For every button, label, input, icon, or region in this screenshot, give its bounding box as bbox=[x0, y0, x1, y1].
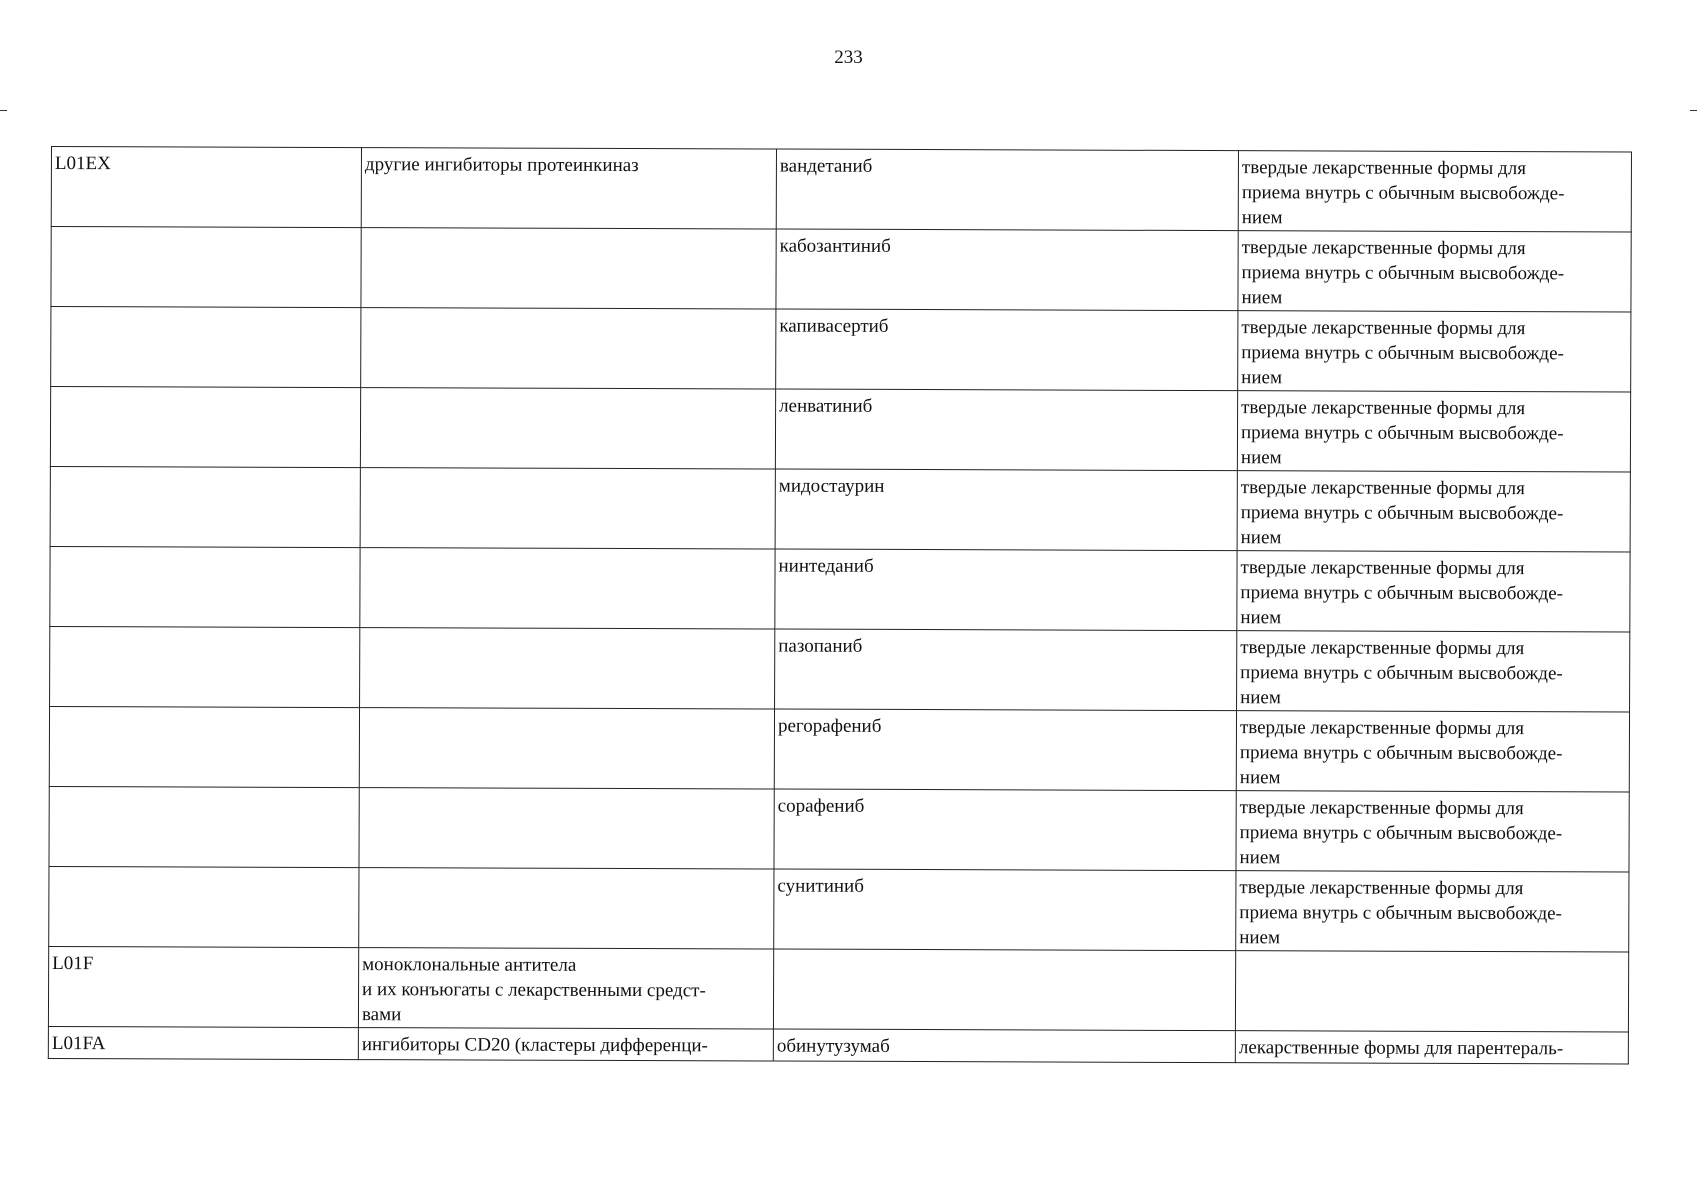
group-cell bbox=[360, 388, 775, 469]
drug-cell bbox=[775, 389, 1237, 471]
dosage-form: твердые лекарственные формы для приема внутрь с обычным высвобожде- нием bbox=[1239, 877, 1562, 949]
group-cell bbox=[360, 548, 775, 629]
drug-cell bbox=[776, 309, 1238, 391]
atc-code-cell bbox=[48, 1026, 358, 1059]
table-row bbox=[50, 546, 1630, 632]
form-cell bbox=[1238, 311, 1631, 392]
atc-code-cell bbox=[50, 387, 360, 468]
atc-code-cell bbox=[50, 626, 360, 707]
dosage-form: твердые лекарственные формы для приема внутрь с обычным высвобожде- нием bbox=[1239, 717, 1563, 789]
form-cell bbox=[1236, 871, 1629, 952]
form-cell bbox=[1235, 951, 1628, 1032]
group-name: моноклональные антитела и их конъюгаты с лекарственными средст- вами bbox=[361, 954, 706, 1026]
drug-cell bbox=[774, 789, 1236, 871]
table-row bbox=[51, 147, 1631, 233]
group-cell bbox=[359, 788, 774, 869]
table-row bbox=[48, 1026, 1628, 1064]
dosage-form: твердые лекарственные формы для приема внутрь с обычным высвобожде- нием bbox=[1241, 317, 1564, 389]
table-row bbox=[49, 786, 1629, 872]
table-row bbox=[50, 387, 1630, 473]
drug-name: сорафениб bbox=[777, 795, 865, 817]
dosage-form: твердые лекарственные формы для приема внутрь с обычным высвобожде- нием bbox=[1240, 397, 1564, 469]
atc-code-cell bbox=[49, 866, 359, 947]
right-edge-mark bbox=[1690, 110, 1697, 111]
drug-name: капивасертиб bbox=[779, 315, 889, 337]
atc-code-cell bbox=[50, 466, 360, 547]
form-cell bbox=[1236, 791, 1629, 872]
drug-name: вандетаниб bbox=[779, 155, 873, 177]
dosage-form: твердые лекарственные формы для приема внутрь с обычным высвобожде- нием bbox=[1240, 637, 1563, 709]
drug-name: регорафениб bbox=[777, 715, 882, 737]
drug-cell bbox=[776, 149, 1238, 231]
page-number: 233 bbox=[834, 47, 863, 68]
drug-cell bbox=[774, 709, 1236, 791]
atc-code-cell bbox=[50, 546, 360, 627]
drug-table bbox=[48, 146, 1632, 1065]
atc-code: L01EX bbox=[54, 153, 111, 175]
table-row bbox=[51, 227, 1631, 313]
atc-code: L01F bbox=[52, 953, 94, 975]
atc-code-cell bbox=[51, 307, 361, 388]
table-row bbox=[49, 706, 1629, 792]
dosage-form: твердые лекарственные формы для приема внутрь с обычным высвобожде- нием bbox=[1241, 157, 1565, 229]
drug-name: ленватиниб bbox=[779, 395, 873, 417]
table-row bbox=[49, 866, 1629, 952]
group-name: другие ингибиторы протеинкиназ bbox=[364, 154, 639, 177]
table-row bbox=[50, 466, 1630, 552]
group-cell bbox=[361, 148, 776, 229]
drug-cell bbox=[774, 869, 1236, 951]
group-cell bbox=[359, 868, 774, 949]
atc-code-cell bbox=[51, 227, 361, 308]
form-cell bbox=[1237, 471, 1630, 552]
drug-cell bbox=[773, 949, 1235, 1031]
drug-name: мидостаурин bbox=[778, 475, 885, 497]
form-cell bbox=[1237, 631, 1630, 712]
left-edge-mark bbox=[0, 110, 7, 111]
dosage-form: твердые лекарственные формы для приема внутрь с обычным высвобожде- нием bbox=[1241, 237, 1565, 309]
table-row bbox=[51, 307, 1631, 393]
dosage-form: твердые лекарственные формы для приема внутрь с обычным высвобожде- нием bbox=[1239, 797, 1563, 869]
form-cell bbox=[1235, 1031, 1628, 1064]
table-row bbox=[50, 626, 1630, 712]
drug-cell bbox=[775, 549, 1237, 631]
group-cell bbox=[360, 468, 775, 549]
form-cell bbox=[1238, 231, 1631, 312]
drug-cell bbox=[773, 1029, 1235, 1063]
group-cell bbox=[360, 628, 775, 709]
drug-name: нинтеданиб bbox=[778, 555, 874, 577]
form-cell bbox=[1236, 711, 1629, 792]
drug-name: кабозантиниб bbox=[779, 235, 891, 257]
group-name: ингибиторы CD20 (кластеры дифференци- bbox=[361, 1034, 708, 1057]
atc-code: L01FA bbox=[51, 1033, 106, 1055]
dosage-form: твердые лекарственные формы для приема внутрь с обычным высвобожде- нием bbox=[1240, 477, 1564, 549]
atc-code-cell bbox=[49, 786, 359, 867]
group-cell bbox=[361, 228, 776, 309]
drug-cell bbox=[775, 469, 1237, 551]
form-cell bbox=[1237, 391, 1630, 472]
drug-name: пазопаниб bbox=[778, 635, 863, 657]
dosage-form: лекарственные формы для парентераль- bbox=[1238, 1037, 1564, 1060]
group-cell bbox=[358, 948, 773, 1029]
form-cell bbox=[1237, 551, 1630, 632]
drug-name: сунитиниб bbox=[777, 875, 864, 897]
atc-code-cell bbox=[48, 946, 358, 1027]
group-cell bbox=[358, 1028, 773, 1061]
dosage-form: твердые лекарственные формы для приема внутрь с обычным высвобожде- нием bbox=[1240, 557, 1564, 629]
group-cell bbox=[361, 308, 776, 389]
atc-code-cell bbox=[51, 147, 361, 228]
group-cell bbox=[359, 708, 774, 789]
form-cell bbox=[1238, 151, 1631, 232]
atc-code-cell bbox=[49, 706, 359, 787]
drug-name: обинутузумаб bbox=[776, 1035, 890, 1057]
drug-cell bbox=[775, 629, 1237, 711]
drug-cell bbox=[776, 229, 1238, 311]
table-row bbox=[48, 946, 1628, 1032]
